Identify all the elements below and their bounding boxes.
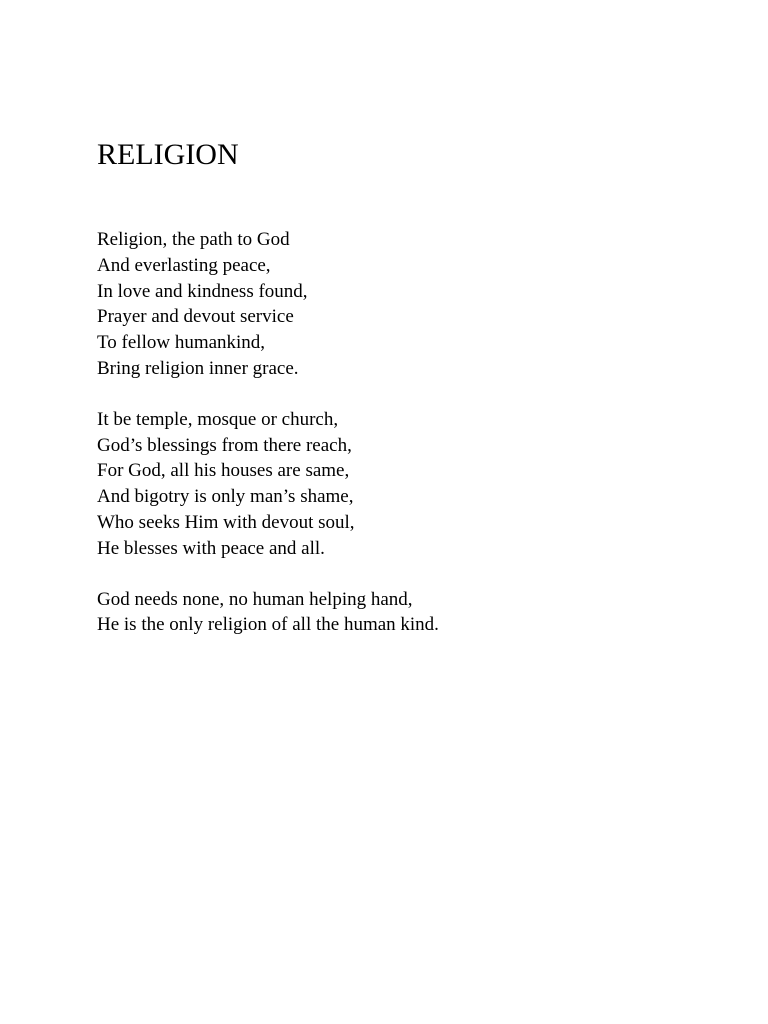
poem-line: It be temple, mosque or church,: [97, 408, 339, 430]
poem-line: Religion, the path to God: [97, 229, 290, 250]
poem-line: He blesses with peace and all.: [97, 537, 325, 559]
poem-line: And bigotry is only man’s shame,: [97, 486, 354, 508]
poem-line: For God, all his houses are same,: [97, 460, 350, 482]
poem-line: To fellow humankind,: [97, 332, 266, 354]
stanza-1: [97, 227, 717, 382]
poem: [97, 137, 717, 638]
stanza-2: [97, 407, 717, 562]
poem-line: He is the only religion of all the human kind.: [97, 614, 439, 636]
poem-line: In love and kindness found,: [97, 280, 308, 302]
stanza-3: [97, 587, 717, 639]
poem-line: Who seeks Him with devout soul,: [97, 511, 355, 533]
poem-title: RELIGION: [97, 138, 239, 171]
poem-line: And everlasting peace,: [97, 254, 271, 276]
poem-line: God needs none, no human helping hand,: [97, 588, 413, 610]
poem-line: Bring religion inner grace.: [97, 357, 299, 379]
poem-line: Prayer and devout service: [97, 306, 294, 328]
poem-line: God’s blessings from there reach,: [97, 434, 352, 456]
